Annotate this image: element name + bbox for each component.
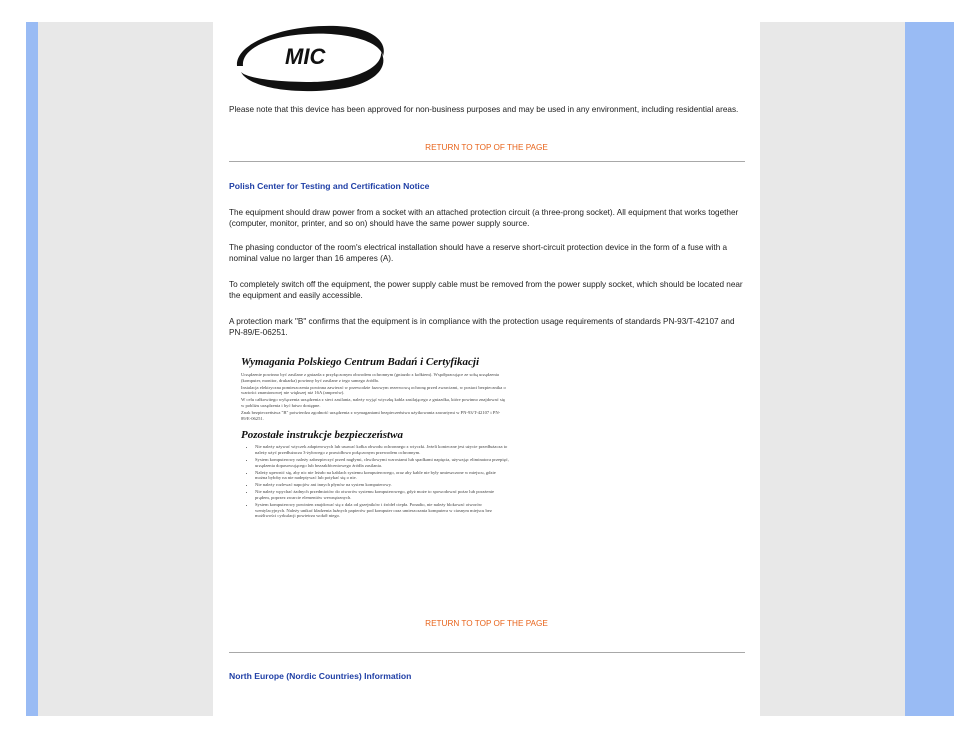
scan-bullet-item: • Nie należy używać wtyczek adapterowych lub usuwać kołka obwodu ochronnego z wtyczki. Jeżeli konieczne jest użycie przedłużacza to należy użyć przedłużacza 3-żyłowego z prawidłowo połączonym przewodem ochronnym. — [255, 444, 509, 455]
scan-paragraph: Znak bezpieczeństwa "B" potwierdza zgodność urządzenia z wymaganiami bezpieczeństwa użytkowania zawartymi w PN-93/T-42107 i PN-89/E-06251. — [241, 410, 501, 421]
polish-paragraph-2: The phasing conductor of the room's electrical installation should have a reserve short-circuit protection device in the form of a fuse with a nominal value no larger than 16 amperes (A). — [229, 243, 728, 263]
polish-paragraph-4: A protection mark "B" confirms that the equipment is in compliance with the protection usage requirements of standards PN-93/T-42107 and PN-89/E-06251. — [229, 317, 735, 337]
right-margin-panel — [760, 22, 905, 716]
polish-paragraph-1: The equipment should draw power from a socket with an attached protection circuit (a three-prong socket). All equipment that works together (computer, monitor, printer, and so on) should have the same power supply source. — [229, 208, 739, 228]
scan-bullet-item: • System komputerowy należy zabezpieczyć przed nagłymi, chwilowymi wzrostami lub spadkami napięcia, używając eliminatora przepięć, urządzenia dopasowującego lub bezzakłóceniowego źródła zasilania. — [255, 457, 509, 468]
left-margin-panel — [38, 22, 213, 716]
scan-bullet-item: • Nie należy rozlewać napojów ani innych płynów na system komputerowy. — [255, 482, 509, 488]
return-to-top-link[interactable]: RETURN TO TOP OF THE PAGE — [425, 143, 548, 152]
section-divider — [229, 652, 745, 653]
left-accent-bar — [26, 22, 38, 716]
scan-paragraph: Instalacja elektryczna pomieszczenia powinna zawierać w przewodzie fazowym rezerwową ochronę przed zwarciami, w postaci bezpiecznika o wartości znamionowej nie większej niż 16A (amperów). — [241, 384, 506, 396]
scan-bullet-item: • System komputerowy powinien znajdować się z dala od grzejników i źródeł ciepła. Ponadto, nie należy blokować otworów wentylacyjnych. Należy unikać kładzenia luźnych papierów pod komputer oraz umieszczania komputera w ciasnym miejscu bez możliwości cyrkulacji powietrza wokół niego. — [255, 502, 509, 519]
scan-bullet-item: • Należy upewnić się, aby nic nie leżało na kablach systemu komputerowego, oraz aby kable nie były umieszczone w miejscu, gdzie można byłoby na nie nadeptywać lub potykać się o nie. — [255, 470, 509, 481]
mic-notice-text: Please note that this device has been approved for non-business purposes and may be used in any environment, including residential areas. — [229, 105, 739, 114]
polish-certification-scan-image — [241, 356, 509, 596]
polish-section-heading: Polish Center for Testing and Certification Notice — [229, 181, 430, 191]
polish-paragraph-3: To completely switch off the equipment, the power supply cable must be removed from the power supply socket, which should be located near the equipment and easily accessible. — [229, 280, 743, 300]
scan-title: Wymagania Polskiego Centrum Badań i Certyfikacji — [241, 356, 480, 368]
scan-paragraph: Urządzenie powinno być zasilane z gniazda z przyłączonym obwodem ochronnym (gniazdo z kołkiem). Współpracujące ze sobą urządzenia (komputer, monitor, drukarka) powinny być zasilane z tego samego źródła. — [241, 372, 499, 383]
section-divider — [229, 161, 745, 162]
document-content — [213, 22, 760, 716]
scan-paragraph: W celu całkowitego wyłączenia urządzenia z sieci zasilania, należy wyjąć wtyczkę kabla zasilającego z gniazdka, które powinno znajdować się w pobliżu urządzenia i być łatwo dostępne. — [241, 397, 505, 408]
nordic-section-heading: North Europe (Nordic Countries) Information — [229, 671, 412, 681]
right-accent-bar — [905, 22, 954, 716]
mic-certification-logo-icon — [227, 22, 389, 94]
scan-subtitle: Pozostałe instrukcje bezpieczeństwa — [241, 429, 403, 442]
svg-text:MIC: MIC — [285, 44, 326, 69]
return-to-top-link[interactable]: RETURN TO TOP OF THE PAGE — [425, 619, 548, 628]
scan-bullet-item: • Nie należy wpychać żadnych przedmiotów do otworów systemu komputerowego, gdyż może to spowodować pożar lub porażenie prądem, poprzez zwarcie elementów wewnętrznych. — [255, 489, 509, 500]
scan-bullet-list — [241, 444, 509, 519]
